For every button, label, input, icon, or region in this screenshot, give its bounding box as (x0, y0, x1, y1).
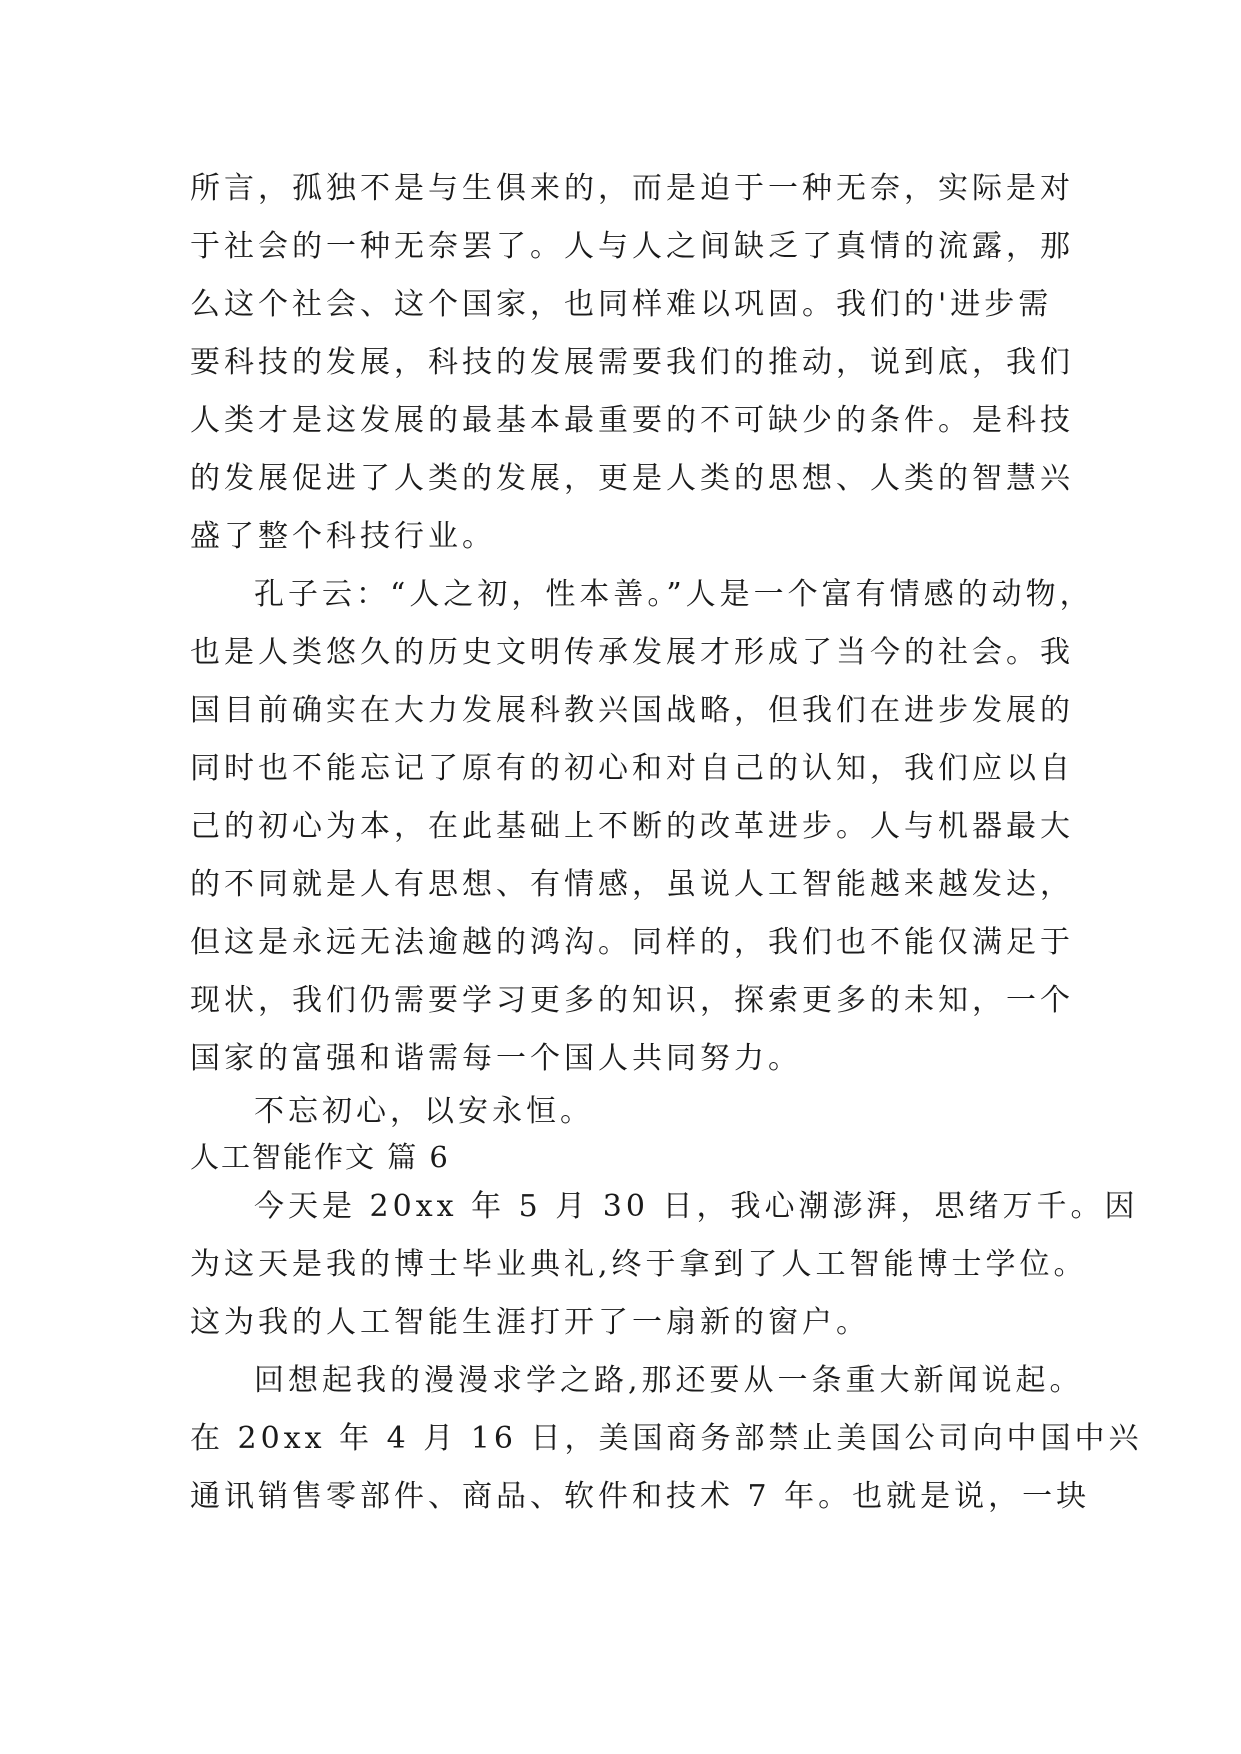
paragraph-5 (190, 1352, 1143, 1526)
text-line: 要科技的发展，科技的发展需要我们的推动，说到底，我们 (190, 345, 1074, 380)
text-line: 么这个社会、这个国家，也同样难以巩固。我们的'进步需 (190, 287, 1053, 322)
text-line: 也是人类悠久的历史文明传承发展才形成了当今的社会。我 (190, 635, 1074, 670)
text-line: 为这天是我的博士毕业典礼,终于拿到了人工智能博士学位。 (190, 1247, 1088, 1282)
text-line: 同时也不能忘记了原有的初心和对自己的认知，我们应以自 (190, 751, 1074, 786)
text-line: 今天是 20xx 年 5 月 30 日，我心潮澎湃，思绪万千。因 (254, 1189, 1139, 1224)
text-line: 现状，我们仍需要学习更多的知识，探索更多的未知，一个 (190, 983, 1074, 1018)
text-line: 但这是永远无法逾越的鸿沟。同样的，我们也不能仅满足于 (190, 925, 1074, 960)
text-line: 所言，孤独不是与生俱来的，而是迫于一种无奈，实际是对 (190, 171, 1074, 206)
text-line: 回想起我的漫漫求学之路,那还要从一条重大新闻说起。 (254, 1363, 1084, 1398)
text-line: 在 20xx 年 4 月 16 日，美国商务部禁止美国公司向中国中兴 (190, 1421, 1143, 1456)
paragraph-2 (190, 566, 1094, 1088)
document-body (190, 160, 1143, 1526)
text-line: 盛了整个科技行业。 (190, 519, 496, 554)
text-line: 国目前确实在大力发展科教兴国战略，但我们在进步发展的 (190, 693, 1074, 728)
paragraph-1 (190, 160, 1074, 566)
text-line: 国家的富强和谐需每一个国人共同努力。 (190, 1041, 802, 1076)
text-line: 孔子云：“人之初，性本善。”人是一个富有情感的动物， (254, 577, 1094, 612)
text-line: 这为我的人工智能生涯打开了一扇新的窗户。 (190, 1305, 870, 1340)
text-line: 于社会的一种无奈罢了。人与人之间缺乏了真情的流露，那 (190, 229, 1074, 264)
section-heading: 人工智能作文 篇 6 (190, 1140, 450, 1174)
text-line: 己的初心为本，在此基础上不断的改革进步。人与机器最大 (190, 809, 1074, 844)
paragraph-3 (190, 1088, 1052, 1136)
text-line: 的不同就是人有思想、有情感，虽说人工智能越来越发达， (190, 867, 1074, 902)
text-line: 的发展促进了人类的发展，更是人类的思想、人类的智慧兴 (190, 461, 1074, 496)
text-line: 通讯销售零部件、商品、软件和技术 7 年。也就是说，一块 (190, 1479, 1091, 1514)
text-line: 人类才是这发展的最基本最重要的不可缺少的条件。是科技 (190, 403, 1074, 438)
paragraph-4 (190, 1178, 1139, 1352)
text-line: 不忘初心，以安永恒。 (254, 1094, 594, 1129)
